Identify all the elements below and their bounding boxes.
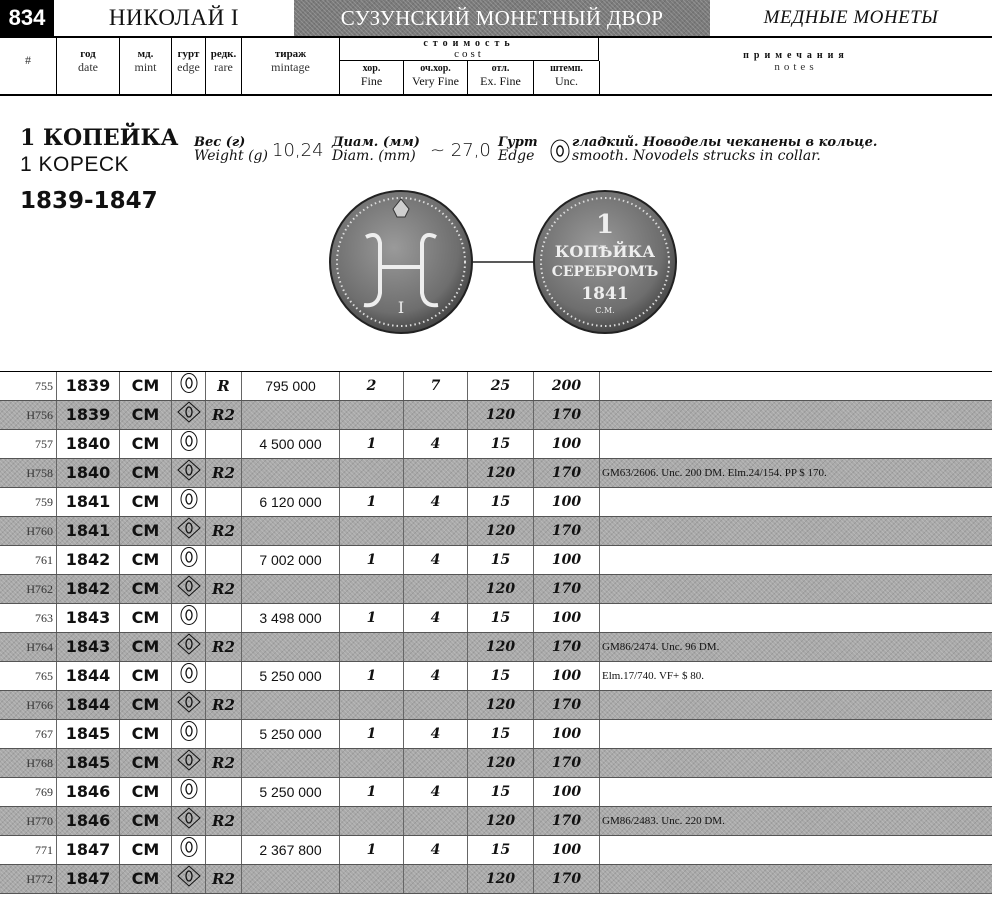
svg-text:1: 1 — [595, 210, 615, 240]
row-mint: СМ — [120, 604, 172, 632]
row-extra-fine: 120 — [468, 691, 534, 719]
row-extra-fine: 120 — [468, 459, 534, 487]
edge-smooth-icon — [179, 662, 199, 694]
row-unc: 170 — [534, 807, 600, 835]
row-mint: СМ — [120, 865, 172, 893]
row-fine: 1 — [340, 662, 404, 690]
diameter-label-ru: Диам. (мм) — [332, 135, 420, 150]
row-notes — [602, 749, 990, 777]
table-row — [0, 778, 992, 807]
row-mintage: 2 367 800 — [242, 836, 340, 864]
edge-smooth-icon — [179, 778, 199, 810]
row-very-fine: 4 — [404, 720, 468, 748]
row-year: 1840 — [57, 430, 120, 458]
row-rarity — [206, 836, 242, 864]
row-year: 1843 — [57, 604, 120, 632]
row-year: 1842 — [57, 575, 120, 603]
row-extra-fine: 15 — [468, 720, 534, 748]
row-notes: GM63/2606. Unc. 200 DM. Elm.24/154. PP $ 170. — [602, 467, 827, 479]
row-unc: 170 — [534, 401, 600, 429]
table-row — [0, 488, 992, 517]
row-edge — [172, 778, 206, 806]
row-notes — [602, 488, 990, 516]
row-extra-fine: 25 — [468, 372, 534, 400]
table-row — [0, 633, 992, 662]
row-mintage — [242, 807, 340, 835]
row-edge — [172, 807, 206, 835]
row-notes: Elm.17/740. VF+ $ 80. — [602, 670, 704, 682]
row-fine: 1 — [340, 430, 404, 458]
row-rarity — [206, 720, 242, 748]
edge-collar-icon — [177, 517, 201, 549]
diameter-value: ~ 27,0 — [430, 140, 491, 161]
row-number: Н758 — [0, 459, 57, 487]
row-mint: СМ — [120, 430, 172, 458]
row-fine — [340, 749, 404, 777]
row-number: Н772 — [0, 865, 57, 893]
row-mint: СМ — [120, 720, 172, 748]
row-edge — [172, 488, 206, 516]
weight-label-en: Weight (g) — [194, 148, 268, 164]
row-very-fine — [404, 401, 468, 429]
coin-obverse — [330, 191, 472, 333]
row-year: 1847 — [57, 865, 120, 893]
series-title: МЕДНЫЕ МОНЕТЫ — [763, 7, 939, 28]
row-rarity: R2 — [206, 691, 242, 719]
row-rarity: R — [206, 372, 242, 400]
row-very-fine: 4 — [404, 836, 468, 864]
row-edge — [172, 836, 206, 864]
row-unc: 170 — [534, 517, 600, 545]
table-row — [0, 836, 992, 865]
row-mintage — [242, 865, 340, 893]
row-mint: СМ — [120, 459, 172, 487]
row-fine: 2 — [340, 372, 404, 400]
row-mintage: 5 250 000 — [242, 720, 340, 748]
row-notes — [602, 604, 990, 632]
row-fine — [340, 401, 404, 429]
row-fine — [340, 691, 404, 719]
row-edge — [172, 459, 206, 487]
row-extra-fine: 120 — [468, 401, 534, 429]
row-number: 769 — [0, 778, 57, 806]
col-cost: стоимость cost — [340, 37, 599, 61]
row-number: Н766 — [0, 691, 57, 719]
row-year: 1845 — [57, 720, 120, 748]
row-edge — [172, 749, 206, 777]
row-notes: GM86/2474. Unc. 96 DM. — [602, 641, 720, 653]
row-year: 1839 — [57, 401, 120, 429]
edge-smooth-icon — [179, 546, 199, 578]
row-very-fine: 4 — [404, 430, 468, 458]
row-edge — [172, 720, 206, 748]
edge-smooth-icon — [179, 836, 199, 868]
row-edge — [172, 662, 206, 690]
row-notes: GM86/2483. Unc. 220 DM. — [602, 815, 725, 827]
col-extra-fine: отл. Ex. Fine — [468, 61, 534, 94]
row-fine — [340, 865, 404, 893]
row-rarity: R2 — [206, 575, 242, 603]
col-very-fine: оч.хор. Very Fine — [404, 61, 468, 94]
row-notes — [602, 778, 990, 806]
table-row — [0, 865, 992, 894]
row-fine: 1 — [340, 488, 404, 516]
row-very-fine — [404, 749, 468, 777]
row-rarity — [206, 778, 242, 806]
table-row — [0, 807, 992, 836]
edge-smooth-icon — [179, 488, 199, 520]
row-mintage — [242, 575, 340, 603]
row-number: Н756 — [0, 401, 57, 429]
edge-label-en: Edge — [498, 148, 535, 164]
row-unc: 100 — [534, 488, 600, 516]
row-mintage: 5 250 000 — [242, 662, 340, 690]
row-year: 1843 — [57, 633, 120, 661]
row-number: 765 — [0, 662, 57, 690]
row-rarity: R2 — [206, 633, 242, 661]
row-edge — [172, 633, 206, 661]
col-mintage: тираж mintage — [242, 37, 340, 94]
page-header — [0, 0, 992, 38]
row-mintage — [242, 691, 340, 719]
row-year: 1845 — [57, 749, 120, 777]
row-mint: СМ — [120, 401, 172, 429]
row-extra-fine: 120 — [468, 865, 534, 893]
row-very-fine: 4 — [404, 778, 468, 806]
row-rarity: R2 — [206, 749, 242, 777]
row-fine — [340, 517, 404, 545]
row-fine — [340, 633, 404, 661]
row-extra-fine: 15 — [468, 546, 534, 574]
row-unc: 170 — [534, 691, 600, 719]
row-fine — [340, 807, 404, 835]
row-unc: 100 — [534, 662, 600, 690]
row-notes — [602, 546, 990, 574]
row-extra-fine: 120 — [468, 575, 534, 603]
svg-text:КОПѢЙКА: КОПѢЙКА — [554, 242, 656, 261]
row-very-fine — [404, 459, 468, 487]
row-number: 767 — [0, 720, 57, 748]
row-extra-fine: 15 — [468, 778, 534, 806]
row-edge — [172, 604, 206, 632]
row-mintage: 7 002 000 — [242, 546, 340, 574]
year-range: 1839-1847 — [20, 188, 158, 214]
row-unc: 170 — [534, 575, 600, 603]
weight-value: 10,24 — [272, 140, 324, 161]
row-year: 1841 — [57, 488, 120, 516]
row-mintage — [242, 459, 340, 487]
row-very-fine — [404, 633, 468, 661]
col-mint: мд. mint — [120, 37, 172, 94]
row-mint: СМ — [120, 575, 172, 603]
edge-collar-icon — [177, 807, 201, 839]
row-mint: СМ — [120, 546, 172, 574]
svg-text:I: I — [397, 298, 405, 317]
edge-smooth-icon — [179, 604, 199, 636]
row-notes — [602, 836, 990, 864]
row-notes — [602, 575, 990, 603]
row-very-fine: 4 — [404, 488, 468, 516]
col-edge: гурт edge — [172, 37, 206, 94]
row-unc: 200 — [534, 372, 600, 400]
row-extra-fine: 120 — [468, 749, 534, 777]
row-year: 1846 — [57, 778, 120, 806]
row-extra-fine: 15 — [468, 662, 534, 690]
row-number: 757 — [0, 430, 57, 458]
edge-collar-icon — [177, 401, 201, 433]
row-notes — [602, 430, 990, 458]
table-row — [0, 459, 992, 488]
row-very-fine: 4 — [404, 662, 468, 690]
row-year: 1842 — [57, 546, 120, 574]
row-notes — [602, 372, 990, 400]
row-mint: СМ — [120, 662, 172, 690]
table-row — [0, 604, 992, 633]
row-mint: СМ — [120, 517, 172, 545]
row-unc: 170 — [534, 459, 600, 487]
row-number: Н768 — [0, 749, 57, 777]
row-mint: СМ — [120, 836, 172, 864]
row-very-fine — [404, 517, 468, 545]
row-very-fine: 4 — [404, 546, 468, 574]
col-rarity: редк. rare — [206, 37, 242, 94]
table-row — [0, 430, 992, 459]
row-edge — [172, 575, 206, 603]
row-unc: 170 — [534, 749, 600, 777]
row-year: 1846 — [57, 807, 120, 835]
col-unc: штемп. Unc. — [534, 61, 600, 94]
row-edge — [172, 401, 206, 429]
row-number: Н762 — [0, 575, 57, 603]
row-fine — [340, 575, 404, 603]
edge-collar-icon — [177, 575, 201, 607]
row-unc: 100 — [534, 778, 600, 806]
row-extra-fine: 15 — [468, 488, 534, 516]
row-mint: СМ — [120, 778, 172, 806]
row-unc: 100 — [534, 836, 600, 864]
row-year: 1841 — [57, 517, 120, 545]
row-number: Н764 — [0, 633, 57, 661]
row-number: 755 — [0, 372, 57, 400]
row-notes — [602, 401, 990, 429]
row-mintage — [242, 517, 340, 545]
edge-description-ru: гладкий. Новоделы чеканены в кольце. — [572, 135, 878, 150]
row-mint: СМ — [120, 807, 172, 835]
row-rarity — [206, 488, 242, 516]
column-header — [0, 37, 992, 96]
edge-collar-icon — [177, 691, 201, 723]
row-fine: 1 — [340, 604, 404, 632]
row-edge — [172, 865, 206, 893]
row-number: 759 — [0, 488, 57, 516]
svg-text:СЕРЕБРОМЪ: СЕРЕБРОМЪ — [551, 264, 659, 280]
row-unc: 170 — [534, 633, 600, 661]
coin-image — [328, 187, 678, 337]
row-mintage: 4 500 000 — [242, 430, 340, 458]
row-rarity: R2 — [206, 459, 242, 487]
row-unc: 170 — [534, 865, 600, 893]
row-year: 1840 — [57, 459, 120, 487]
row-extra-fine: 120 — [468, 807, 534, 835]
denomination-en: 1 KOPECK — [20, 153, 130, 176]
row-rarity — [206, 662, 242, 690]
table-row — [0, 401, 992, 430]
row-fine — [340, 459, 404, 487]
svg-text:С.М.: С.М. — [595, 306, 615, 315]
col-notes: примечания notes — [743, 50, 849, 73]
row-mintage: 795 000 — [242, 372, 340, 400]
table-row — [0, 575, 992, 604]
row-number: Н760 — [0, 517, 57, 545]
row-fine: 1 — [340, 836, 404, 864]
row-edge — [172, 430, 206, 458]
edge-smooth-icon — [179, 720, 199, 752]
row-very-fine — [404, 691, 468, 719]
row-number: 761 — [0, 546, 57, 574]
row-mint: СМ — [120, 372, 172, 400]
row-extra-fine: 120 — [468, 633, 534, 661]
row-number: 771 — [0, 836, 57, 864]
edge-smooth-icon — [179, 372, 199, 404]
edge-smooth-icon — [179, 430, 199, 462]
row-very-fine — [404, 807, 468, 835]
row-very-fine: 4 — [404, 604, 468, 632]
row-edge — [172, 546, 206, 574]
row-mintage: 3 498 000 — [242, 604, 340, 632]
row-rarity — [206, 546, 242, 574]
row-fine: 1 — [340, 546, 404, 574]
table-row — [0, 720, 992, 749]
svg-text:1841: 1841 — [581, 284, 629, 304]
edge-label-ru: Гурт — [498, 135, 538, 150]
row-notes — [602, 720, 990, 748]
row-number: Н770 — [0, 807, 57, 835]
row-mintage — [242, 401, 340, 429]
row-mintage: 5 250 000 — [242, 778, 340, 806]
row-mint: СМ — [120, 488, 172, 516]
table-row — [0, 691, 992, 720]
coin-table — [0, 372, 992, 894]
row-very-fine — [404, 865, 468, 893]
row-rarity — [206, 604, 242, 632]
mint-name: СУЗУНСКИЙ МОНЕТНЫЙ ДВОР — [294, 0, 710, 36]
row-rarity: R2 — [206, 807, 242, 835]
row-mint: СМ — [120, 633, 172, 661]
coin-reverse — [534, 191, 676, 333]
row-very-fine — [404, 575, 468, 603]
table-row — [0, 662, 992, 691]
row-unc: 100 — [534, 546, 600, 574]
table-row — [0, 749, 992, 778]
row-year: 1839 — [57, 372, 120, 400]
row-mintage: 6 120 000 — [242, 488, 340, 516]
row-unc: 100 — [534, 720, 600, 748]
row-extra-fine: 15 — [468, 430, 534, 458]
row-extra-fine: 15 — [468, 836, 534, 864]
row-mint: СМ — [120, 691, 172, 719]
edge-collar-icon — [177, 633, 201, 665]
row-edge — [172, 691, 206, 719]
row-year: 1844 — [57, 691, 120, 719]
table-row — [0, 517, 992, 546]
row-unc: 100 — [534, 604, 600, 632]
row-edge — [172, 517, 206, 545]
edge-collar-icon — [177, 459, 201, 491]
edge-description-en: smooth. Novodels strucks in collar. — [572, 148, 821, 164]
row-mintage — [242, 749, 340, 777]
row-fine: 1 — [340, 778, 404, 806]
table-row — [0, 372, 992, 401]
row-mintage — [242, 633, 340, 661]
weight-label-ru: Вес (г) — [194, 135, 246, 150]
row-number: 763 — [0, 604, 57, 632]
row-rarity: R2 — [206, 517, 242, 545]
row-notes — [602, 691, 990, 719]
row-extra-fine: 120 — [468, 517, 534, 545]
ruler-name: НИКОЛАЙ I — [108, 5, 240, 30]
row-rarity: R2 — [206, 401, 242, 429]
row-rarity — [206, 430, 242, 458]
row-rarity: R2 — [206, 865, 242, 893]
coin-info — [0, 95, 992, 372]
edge-smooth-icon — [550, 138, 570, 168]
diameter-label-en: Diam. (mm) — [332, 148, 416, 164]
edge-collar-icon — [177, 749, 201, 781]
row-unc: 100 — [534, 430, 600, 458]
row-notes — [602, 517, 990, 545]
row-notes — [602, 865, 990, 893]
row-very-fine: 7 — [404, 372, 468, 400]
page-number: 834 — [0, 0, 54, 36]
row-mint: СМ — [120, 749, 172, 777]
row-year: 1844 — [57, 662, 120, 690]
edge-collar-icon — [177, 865, 201, 897]
table-row — [0, 546, 992, 575]
col-number: # — [0, 37, 57, 94]
row-fine: 1 — [340, 720, 404, 748]
row-year: 1847 — [57, 836, 120, 864]
col-fine: хор. Fine — [340, 61, 404, 94]
denomination-ru: 1 КОПЕЙКА — [20, 125, 179, 151]
row-extra-fine: 15 — [468, 604, 534, 632]
row-edge — [172, 372, 206, 400]
col-year: год date — [57, 37, 120, 94]
